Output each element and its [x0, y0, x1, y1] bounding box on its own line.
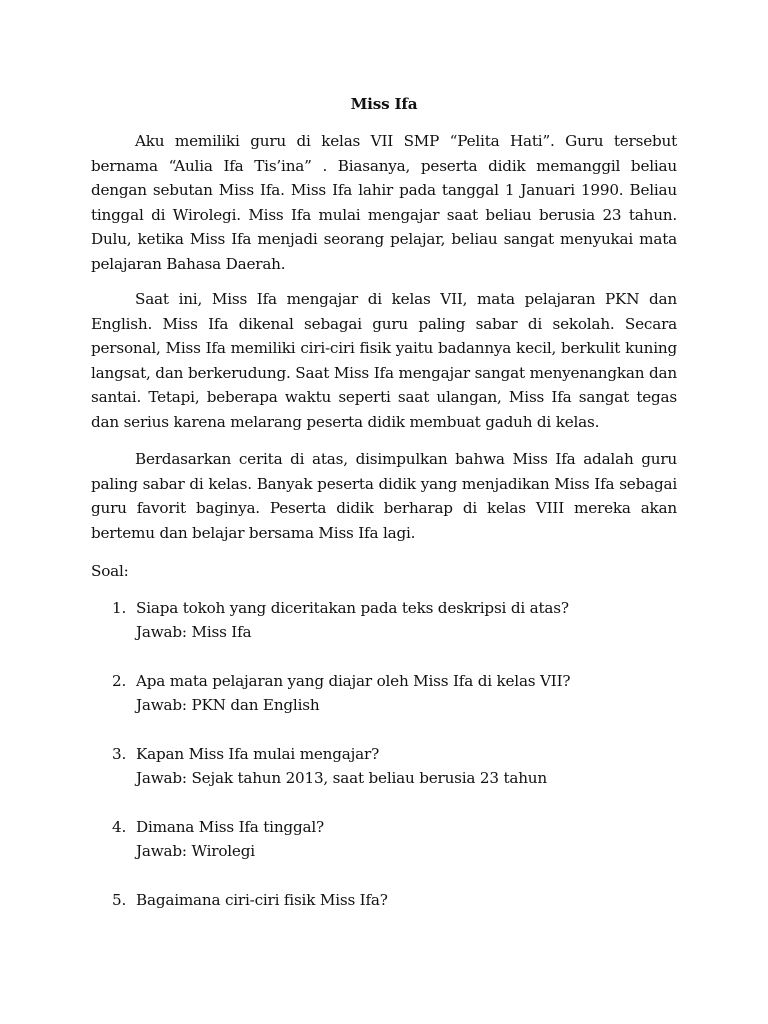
answer-text: Jawab: Sejak tahun 2013, saat beliau berusia 23 tahun — [136, 769, 547, 788]
paragraph-3: Berdasarkan cerita di atas, disimpulkan bahwa Miss Ifa adalah guru paling sabar di kelas. Banyak peserta didik yang menjadikan Miss Ifa sebagai guru favorit baginya. Peserta didik berharap di kelas VIII mereka akan bertemu dan belajar bersama Miss Ifa lagi. — [91, 450, 677, 542]
question-number: 5. — [112, 891, 127, 909]
question-number: 1. — [112, 599, 127, 617]
question-text: Siapa tokoh yang diceritakan pada teks deskripsi di atas? — [136, 599, 569, 617]
question-body — [136, 742, 547, 791]
question-text: Kapan Miss Ifa mulai mengajar? — [136, 745, 380, 763]
question-text: Bagaimana ciri-ciri fisik Miss Ifa? — [136, 891, 388, 909]
answer-text: Jawab: Miss Ifa — [136, 623, 252, 642]
answer-text: Jawab: PKN dan English — [136, 696, 320, 715]
question-body — [136, 888, 388, 912]
question-text: Dimana Miss Ifa tinggal? — [136, 818, 324, 836]
soal-heading: Soal: — [91, 562, 129, 580]
document-title: Miss Ifa — [350, 95, 418, 113]
answer-text: Jawab: Wirolegi — [136, 842, 255, 861]
paragraph-1: Aku memiliki guru di kelas VII SMP “Pelita Hati”. Guru tersebut bernama “Aulia Ifa Tis’ina” . Biasanya, peserta didik memanggil beliau dengan sebutan Miss Ifa. Miss Ifa lahir pada tanggal 1 Januari 1990. Beliau tinggal di Wirolegi. Miss Ifa mulai mengajar saat beliau berusia 23 tahun. Dulu, ketika Miss Ifa menjadi seorang pelajar, beliau sangat menyukai mata pelajaran Bahasa Daerah. — [91, 132, 677, 273]
question-body — [136, 596, 569, 645]
question-text: Apa mata pelajaran yang diajar oleh Miss Ifa di kelas VII? — [136, 672, 571, 690]
question-body — [136, 815, 324, 864]
question-number: 3. — [112, 745, 127, 763]
question-number: 4. — [112, 818, 127, 836]
question-number: 2. — [112, 672, 127, 690]
question-body — [136, 669, 570, 718]
paragraph-2: Saat ini, Miss Ifa mengajar di kelas VII, mata pelajaran PKN dan English. Miss Ifa dikenal sebagai guru paling sabar di sekolah. Secara personal, Miss Ifa memiliki ciri-ciri fisik yaitu badannya kecil, berkulit kuning langsat, dan berkerudung. Saat Miss Ifa mengajar sangat menyenangkan dan santai. Tetapi, beberapa waktu seperti saat ulangan, Miss Ifa sangat tegas dan serius karena melarang peserta didik membuat gaduh di kelas. — [91, 290, 677, 431]
